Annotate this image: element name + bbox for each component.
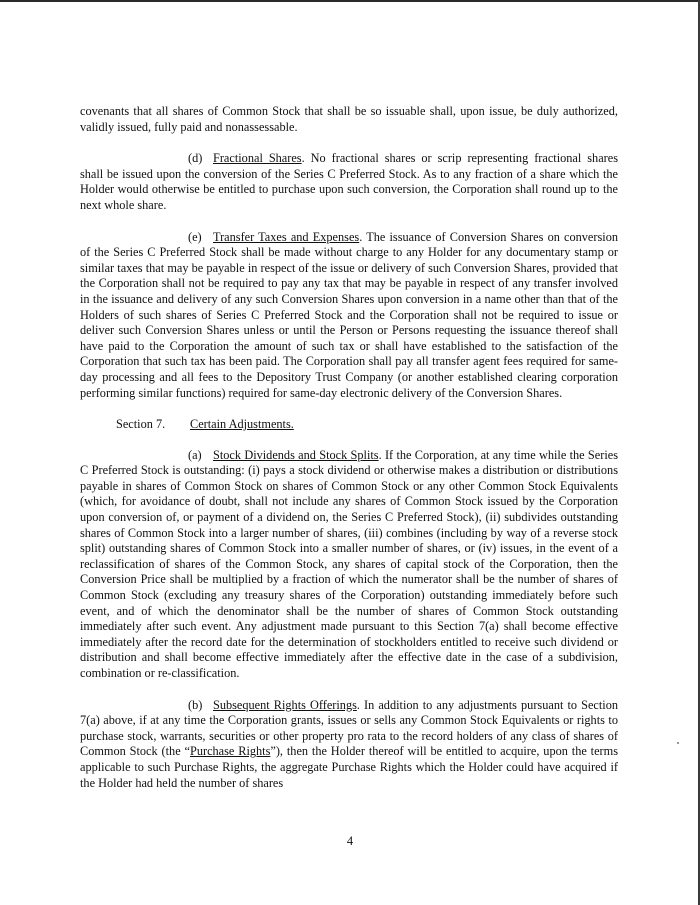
paragraph-text: . The issuance of Conversion Shares on conversion of the Series C Preferred Stock shall be made without charge to any Holder for any documentary stamp or similar taxes that may be payable in respect of the issue or delivery of such Conversion Shares, provided that the Corporation shall not be required to pay any tax that may be payable in respect of any transfer involved in the issuance and delivery of any such Conversion Shares upon conversion in a name other than that of the Holders of such shares of Series C Preferred Stock and the Corporation shall not be required to issue or deliver such Conversion Shares unless or until the Person or Persons requesting the issuance thereof shall have paid to the Corporation the amount of such tax or shall have established to the satisfaction of the Corporation that such tax has been paid. The Corporation shall pay all transfer agent fees required for same-day processing and all fees to the Depository Trust Company (or another established clearing corporation performing similar functions) required for same-day electronic delivery of the Conversion Shares.	[80, 229, 618, 400]
clause-heading: Subsequent Rights Offerings	[213, 697, 357, 712]
paragraph-text: . No fractional shares or scrip representing fractional shares shall be issued upon the conversion of the Series C Preferred Stock. As to any fraction of a share which the Holder would otherwise be entitled to purchase upon such conversion, the Corporation shall round up to the next whole share.	[80, 151, 618, 212]
clause-heading: Transfer Taxes and Expenses	[213, 229, 360, 244]
section-7-heading	[80, 417, 618, 433]
defined-term: Purchase Rights	[189, 744, 271, 759]
clause-heading: Stock Dividends and Stock Splits	[213, 447, 379, 462]
clause-label: (b)	[188, 697, 203, 712]
scan-speck	[677, 742, 679, 744]
paragraph-stock-dividends	[80, 448, 618, 682]
scan-edge-top	[0, 0, 700, 2]
page-number: 4	[346, 834, 354, 848]
document-page	[80, 104, 618, 807]
paragraph-text: . In addition to any adjustments pursuant to Section 7(a) above, if at any time the Corporation grants, issues or sells any Common Stock Equivalents or rights to purchase stock, warrants, securities or other property pro rata to the record holders of any class of shares of Common Stock (the “	[80, 697, 618, 759]
clause-label: (e)	[188, 229, 202, 244]
paragraph-text: covenants that all shares of Common Stock that shall be so issuable shall, upon issue, be duly authorized, validly issued, fully paid and nonassessable.	[80, 104, 618, 134]
paragraph-fractional-shares	[80, 151, 618, 213]
section-number: Section 7.	[116, 417, 166, 432]
paragraph-text: ”), then the Holder thereof will be entitled to acquire, upon the terms applicable to such Purchase Rights, the aggregate Purchase Rights which the Holder could have acquired if the Holder had held the number of shares	[80, 744, 618, 790]
paragraph-continuation	[80, 104, 618, 135]
section-title: Certain Adjustments.	[190, 417, 294, 432]
paragraph-rights-offerings	[80, 698, 618, 792]
paragraph-text: . If the Corporation, at any time while the Series C Preferred Stock is outstanding: (i) pays a stock dividend or otherwise makes a distribution or distributions payable in shares of Common Stock on shares of Common Stock or any other Common Stock Equivalents (which, for avoidance of doubt, shall not include any shares of Common Stock issued by the Corporation upon conversion of, or payment of a dividend on, the Series C Preferred Stock), (ii) subdivides outstanding shares of Common Stock into a larger number of shares, (iii) combines (including by way of a reverse stock split) outstanding shares of Common Stock into a smaller number of shares, or (iv) issues, in the event of a reclassification of shares of the Common Stock, any shares of capital stock of the Corporation, then the Conversion Price shall be multiplied by a fraction of which the numerator shall be the number of shares of Common Stock (excluding any treasury shares of the Corporation) outstanding immediately before such event, and of which the denominator shall be the number of shares of Common Stock outstanding immediately after such event. Any adjustment made pursuant to this Section 7(a) shall become effective immediately after the record date for the determination of stockholders entitled to receive such dividend or distribution and shall become effective immediately after the effective date in the case of a subdivision, combination or re-classification.	[80, 447, 618, 680]
clause-label: (a)	[188, 447, 202, 462]
clause-heading: Fractional Shares	[213, 151, 302, 166]
clause-label: (d)	[188, 151, 203, 166]
paragraph-transfer-taxes	[80, 230, 618, 402]
